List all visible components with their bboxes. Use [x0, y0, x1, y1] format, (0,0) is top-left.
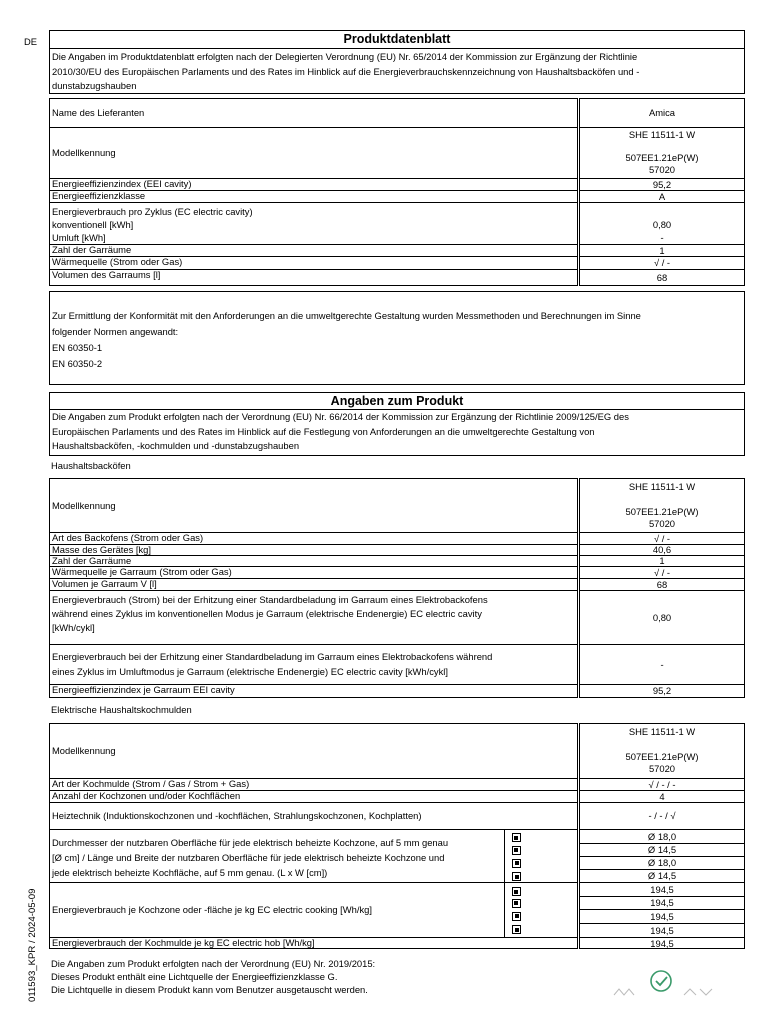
eei-label: Energieeffizienzindex (EEI cavity): [50, 179, 577, 191]
product-header: Angaben zum Produkt Die Angaben zum Produkt erfolgten nach der Verordnung (EU) Nr. 66/2014 der Kommission zur Ergänzung der Richtlinie 2009/125/EG des Europäischen Parlaments und des Rates im Hinblick auf die Festlegung von Anforderungen an die umweltgerechte Gestaltung von Haushaltsbacköfen, -kochmulden und -dunstabzugshauben: [49, 392, 745, 456]
eei-value: 95,2: [580, 179, 744, 191]
ovens-values: [579, 478, 745, 698]
zone-rear-left-icon: [512, 899, 521, 908]
hobs-labels: [49, 723, 578, 949]
hob-zone-energy-label: Energieverbrauch je Kochzone oder -fläche je kg EC electric cooking [Wh/kg]: [50, 883, 577, 938]
hob-heat-tech-value: - / - / √: [580, 803, 744, 830]
oven-heat-source-value: √ / -: [580, 567, 744, 579]
hob-diameter-value: Ø 14,5: [580, 844, 744, 857]
oven-cavities-value: 1: [580, 556, 744, 567]
hobs-heading: Elektrische Haushaltskochmulden: [51, 704, 192, 715]
consumption-label: Energieverbrauch pro Zyklus (EC electric cavity) konventionell [kWh] Umluft [kWh]: [50, 203, 577, 245]
datasheet-values: [579, 98, 745, 286]
oven-model-values: SHE 11511-1 W 507EE1.21eP(W) 57020: [580, 479, 744, 533]
supplier-value: Amica: [580, 99, 744, 128]
product-intro: Die Angaben zum Produkt erfolgten nach der Verordnung (EU) Nr. 66/2014 der Kommission zur Ergänzung der Richtlinie 2009/125/EG des: [52, 411, 629, 422]
zone-front-right-icon: [512, 872, 521, 881]
oven-fan-value: -: [580, 645, 744, 685]
product-title: Angaben zum Produkt: [330, 394, 464, 408]
model-label: Modellkennung: [50, 128, 577, 179]
ovens-labels: [49, 478, 578, 698]
efficiency-class-value: A: [580, 191, 744, 203]
hob-type-value: √ / - / -: [580, 779, 744, 791]
oven-model-label: Modellkennung: [50, 479, 577, 533]
datasheet-labels: [49, 98, 578, 286]
oven-fan-label: Energieverbrauch bei der Erhitzung einer Standardbeladung im Garraum eines Elektrobackofens während eines Zyklus im Umluftmodus je Garraum (elektrische Endenergie) EC electric cavity [kWh/cykl]: [50, 645, 577, 685]
document-code: 011593_KPR / 2024-05-09: [27, 888, 38, 1002]
norms-text: Zur Ermittlung der Konformität mit den Anforderungen an die umweltgerechte Gestaltung wurden Messmethoden und Berechnungen im Sinne: [52, 310, 641, 321]
zone-rear-right-icon: [512, 859, 521, 868]
oven-volume-label: Volumen je Garraum V [l]: [50, 579, 577, 591]
oven-conventional-value: 0,80: [580, 591, 744, 645]
cavity-count-label: Zahl der Garräume: [50, 245, 577, 257]
hob-zones-label: Anzahl der Kochzonen und/oder Kochflächen: [50, 791, 577, 803]
hob-diameter-value: Ø 18,0: [580, 857, 744, 870]
norm-item: EN 60350-2: [52, 358, 103, 369]
check-circle-icon: [648, 968, 674, 994]
zone-rear-left-icon: [512, 846, 521, 855]
norms-box: Zur Ermittlung der Konformität mit den Anforderungen an die umweltgerechte Gestaltung wurden Messmethoden und Berechnungen im Sinne folgender Normen angewandt: EN 60350-1 EN 60350-2: [49, 291, 745, 385]
norm-item: EN 60350-1: [52, 342, 103, 353]
efficiency-class-label: Energieeffizienzklasse: [50, 191, 577, 203]
footer-text: Die Angaben zum Produkt erfolgten nach der Verordnung (EU) Nr. 2019/2015: Dieses Produkt enthält eine Lichtquelle der Energieeffizienzklasse G. Die Lichtquelle in diesem Produkt kann vom Benutzer ausgetauscht werden.: [51, 958, 376, 995]
oven-mass-value: 40,6: [580, 545, 744, 556]
hob-zone-energy-value: 194,5: [580, 897, 744, 910]
hob-zone-energy-value: 194,5: [580, 910, 744, 924]
zone-front-left-icon: [512, 833, 521, 842]
oven-eei-value: 95,2: [652, 685, 672, 696]
heat-source-value: √ / -: [580, 257, 744, 270]
hob-diameter-label: Durchmesser der nutzbaren Oberfläche für jede elektrisch beheizte Kochzone, auf 5 mm genau [Ø cm] / Länge und Breite der nutzbaren Oberfläche für jede elektrisch beheizte Kochzone und jede elektrisch beheizte Kochfläche, auf 5 mm genau. (L x W [cm]): [50, 830, 577, 883]
oven-type-value: √ / -: [580, 533, 744, 545]
hob-type-label: Art der Kochmulde (Strom / Gas / Strom + Gas): [50, 779, 577, 791]
oven-heat-source-label: Wärmequelle je Garraum (Strom oder Gas): [50, 567, 577, 579]
hob-zones-value: 4: [580, 791, 744, 803]
hobs-values: [579, 723, 745, 949]
hob-energy-value: 194,5: [650, 938, 674, 949]
scan-mark-icon: [612, 986, 636, 998]
consumption-values: 0,80 -: [580, 203, 744, 245]
hob-heat-tech-label: Heiztechnik (Induktionskochzonen und -kochflächen, Strahlungskochzonen, Kochplatten): [50, 803, 577, 830]
oven-eei-label: Energieeffizienzindex je Garraum EEI cavity: [52, 684, 235, 695]
datasheet-header: [49, 30, 745, 94]
oven-mass-label: Masse des Gerätes [kg]: [50, 545, 577, 556]
ovens-heading: Haushaltsbacköfen: [51, 460, 131, 471]
oven-cavities-label: Zahl der Garräume: [50, 556, 577, 567]
hob-diameter-value: Ø 18,0: [580, 830, 744, 844]
model-values: SHE 11511-1 W 507EE1.21eP(W) 57020: [580, 128, 744, 179]
hob-zone-energy-value: 194,5: [580, 883, 744, 897]
oven-volume-value: 68: [580, 579, 744, 591]
zone-front-left-icon: [512, 887, 521, 896]
datasheet-title: Produktdatenblatt: [343, 32, 451, 46]
hob-zone-energy-value: 194,5: [580, 924, 744, 938]
heat-source-label: Wärmequelle (Strom oder Gas): [50, 257, 577, 270]
cavity-count-value: 1: [580, 245, 744, 257]
volume-value: 68: [656, 271, 668, 283]
hob-energy-label: Energieverbrauch der Kochmulde je kg EC electric hob [Wh/kg]: [52, 937, 315, 948]
volume-label: Volumen des Garraums [l]: [52, 269, 161, 280]
zone-rear-right-icon: [512, 912, 521, 921]
oven-type-label: Art des Backofens (Strom oder Gas): [50, 533, 577, 545]
language-code: DE: [24, 36, 38, 47]
hob-model-label: Modellkennung: [50, 724, 577, 779]
supplier-label: Name des Lieferanten: [50, 99, 577, 128]
zone-front-right-icon: [512, 925, 521, 934]
oven-conventional-label: Energieverbrauch (Strom) bei der Erhitzung einer Standardbeladung im Garraum eines Elektrobackofens während eines Zyklus im konventionellen Modus je Garraum (elektrische Endenergie) EC electric cavity [kWh/cykl]: [50, 591, 577, 645]
hob-model-values: SHE 11511-1 W 507EE1.21eP(W) 57020: [580, 724, 744, 779]
scan-mark-icon: [682, 986, 716, 998]
hob-diameter-value: Ø 14,5: [580, 870, 744, 883]
datasheet-intro: Die Angaben im Produktdatenblatt erfolgten nach der Delegierten Verordnung (EU) Nr. 65/2014 der Kommission zur Ergänzung der Richtlinie 2010/30/EU des Europäischen Parlaments und des Rates im Hinblick auf die Energieverbrauchskennzeichnung von Haushaltsbacköfen und - dunstabzugshauben: [52, 51, 640, 91]
